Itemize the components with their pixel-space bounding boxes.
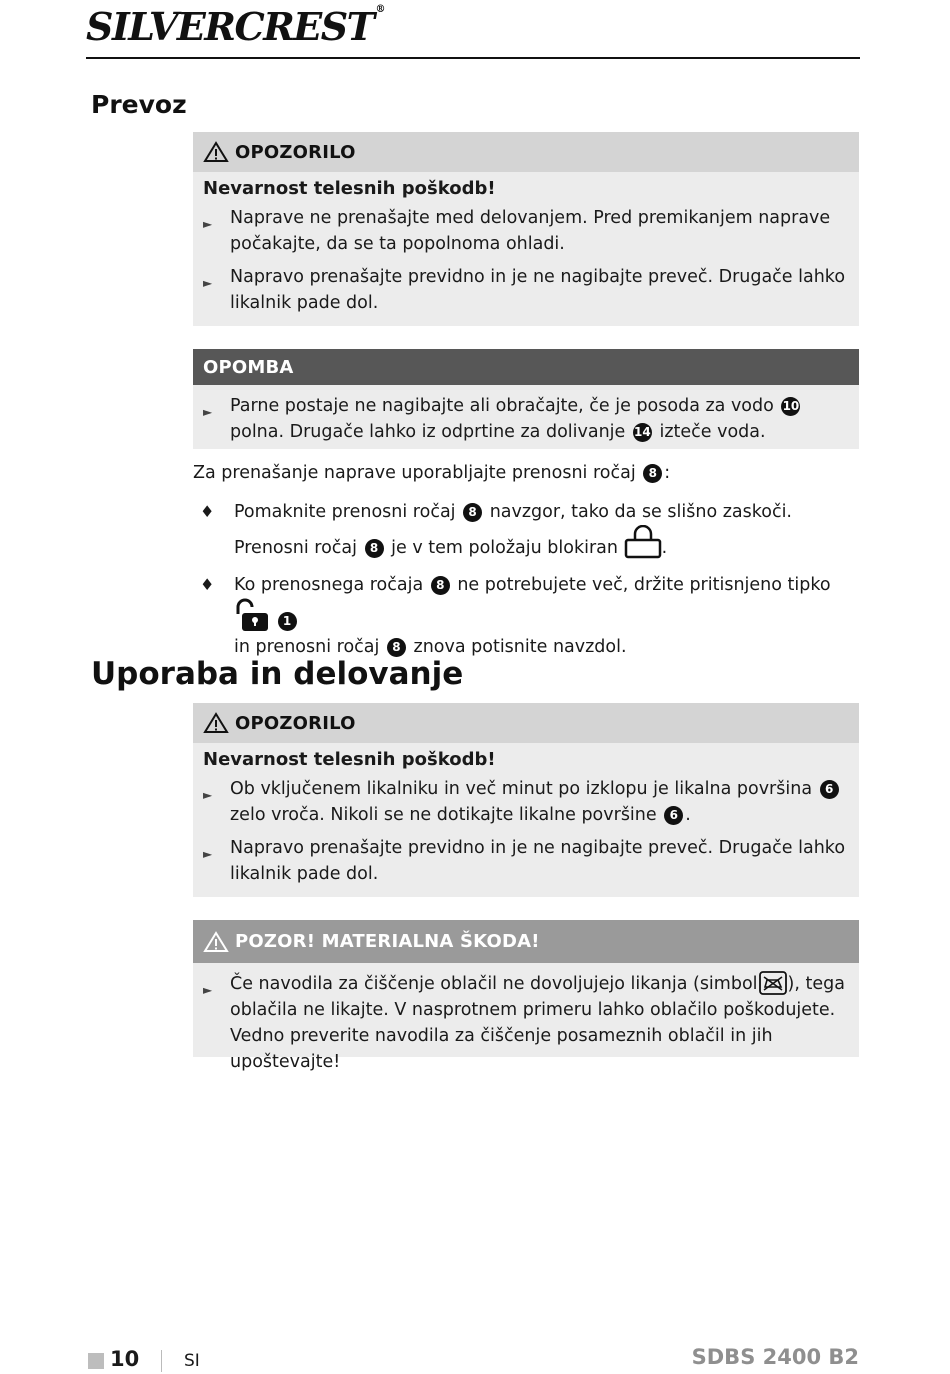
list-item: ► Napravo prenašajte previdno in je ne nagibajte preveč. Drugače lahko likalnik pade dol. <box>203 267 846 313</box>
callout-number: 8 <box>387 638 406 657</box>
warning-subheading: Nevarnost telesnih poškodb! <box>203 178 496 199</box>
callout-number: 6 <box>664 806 683 825</box>
caution-header: POZOR! MATERIALNA ŠKODA! <box>193 920 859 963</box>
note-header: OPOMBA <box>193 349 859 385</box>
warning-box-transport <box>193 132 859 326</box>
caution-box <box>193 920 859 1072</box>
arrow-bullet-icon: ► <box>203 847 213 861</box>
warning-box-operation <box>193 703 859 897</box>
unlock-button-icon <box>234 598 270 632</box>
list-item: ► Naprave ne prenašajte med delovanjem. Pred premikanjem naprave počakajte, da se ta popolnoma ohladi. <box>203 208 831 254</box>
callout-number: 8 <box>431 576 450 595</box>
list-item: ► Če navodila za čiščenje oblačil ne dovoljujejo likanja (simbol ), tega oblačila ne likajte. V nasprotnem primeru lahko oblačilo poškodujete. Vedno preverite navodila za čiščenje posameznih oblačil in jih upoštevajte! <box>203 971 849 1075</box>
warning-triangle-icon <box>203 931 229 953</box>
list-item: ► Ob vključenem likalniku in več minut po izklopu je likalna površina 6 zelo vroča. Nikoli se ne dotikajte likalne površine 6 . <box>203 776 849 828</box>
section-title-uporaba: Uporaba in delovanje <box>91 656 464 692</box>
callout-number: 8 <box>365 539 384 558</box>
callout-number: 6 <box>820 780 839 799</box>
transport-intro: Za prenašanje naprave uporabljajte prenosni ročaj 8 : <box>193 463 671 483</box>
arrow-bullet-icon: ► <box>203 217 213 231</box>
step-item: ♦ Ko prenosnega ročaja 8 ne potrebujete več, držite pritisnjeno tipko 1 in prenosni ročaj 8 znova potisnite navzdol. <box>200 572 860 660</box>
step-item: ♦ Pomaknite prenosni ročaj 8 navzgor, tako da se slišno zaskoči. Prenosni ročaj 8 je v tem položaju blokiran . <box>200 499 860 561</box>
locked-padlock-icon <box>624 525 662 559</box>
warning-triangle-icon <box>203 712 229 734</box>
callout-number: 10 <box>781 397 800 416</box>
arrow-bullet-icon: ► <box>203 788 213 802</box>
section-title-prevoz: Prevoz <box>91 90 187 119</box>
warning-header: OPOZORILO <box>193 132 859 172</box>
callout-number: 8 <box>643 464 662 483</box>
warning-header: OPOZORILO <box>193 703 859 743</box>
arrow-bullet-icon: ► <box>203 276 213 290</box>
page-number: 10 <box>110 1347 140 1371</box>
arrow-bullet-icon: ► <box>203 983 213 997</box>
footer-divider <box>161 1350 162 1372</box>
header-rule <box>86 57 860 59</box>
note-box <box>193 349 859 449</box>
diamond-bullet-icon: ♦ <box>200 575 215 594</box>
arrow-bullet-icon: ► <box>203 405 213 419</box>
warning-subheading: Nevarnost telesnih poškodb! <box>203 749 496 770</box>
list-item: ► Napravo prenašajte previdno in je ne nagibajte preveč. Drugače lahko likalnik pade dol. <box>203 838 846 884</box>
callout-number: 8 <box>463 503 482 522</box>
warning-triangle-icon <box>203 141 229 163</box>
footer-model: SDBS 2400 B2 <box>691 1345 859 1369</box>
no-ironing-icon <box>759 971 787 995</box>
footer-language: SI <box>184 1351 200 1371</box>
brand-logo: SILVERCREST ® <box>86 4 384 49</box>
footer-marker <box>88 1353 104 1369</box>
callout-number: 1 <box>278 612 297 631</box>
diamond-bullet-icon: ♦ <box>200 502 215 521</box>
callout-number: 14 <box>633 423 652 442</box>
list-item: ► Parne postaje ne nagibajte ali obračajte, če je posoda za vodo 10 polna. Drugače lahko iz odprtine za dolivanje 14 izteče voda. <box>203 396 800 442</box>
